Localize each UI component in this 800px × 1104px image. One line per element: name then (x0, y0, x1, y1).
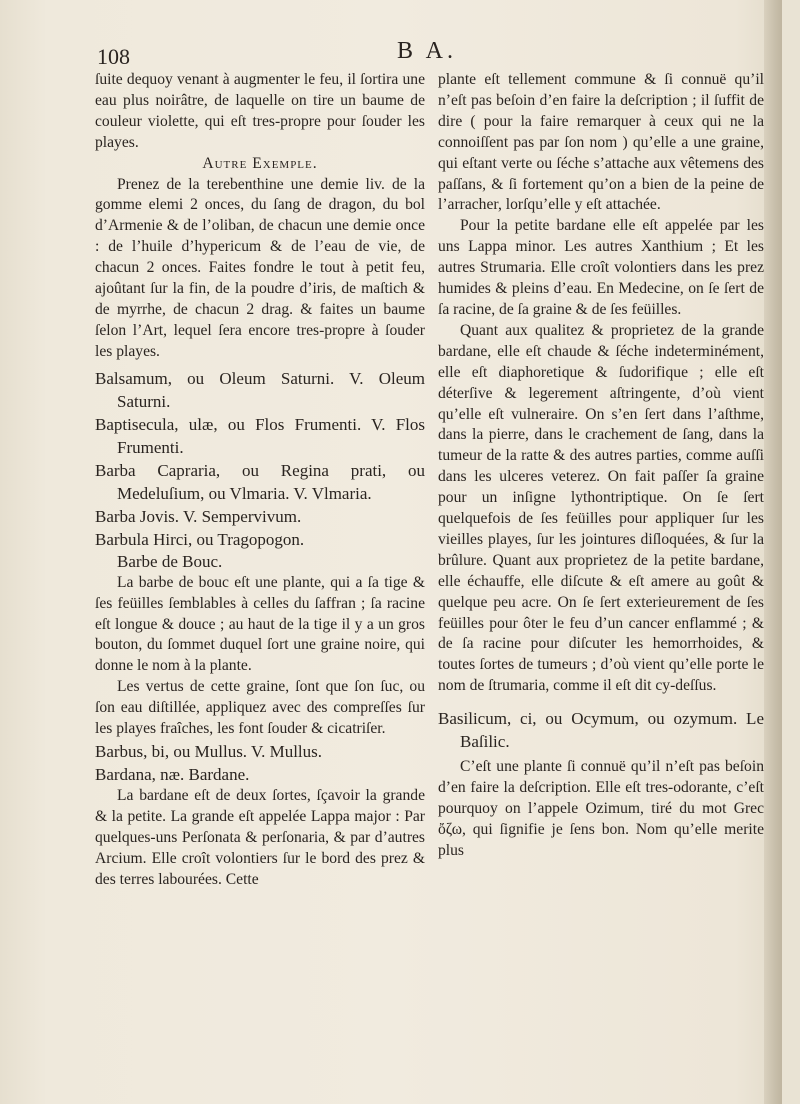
paragraph: La bardane eſt de deux ſortes, ſçavoir la grande & la petite. La grande eſt appelée Lappa major : Par quelques-uns Perſonata & perſonaria, & par d’autres Arcium. Elle croît volontiers ſur le bord des prez & des terres labourées. Cette (95, 786, 425, 888)
paragraph: Pour la petite bardane elle eſt appelée par les uns Lappa minor. Les autres Xanthium ; Et les autres Strumaria. Elle croît volontiers dans les prez humides & pleins d’eau. En Medecine, on ſe ſert de ſa racine, de ſa graine & de ſes feüilles. (438, 217, 764, 318)
dictionary-entry: Balsamum, ou Oleum Saturni. V. Oleum Saturni. (95, 368, 425, 411)
paragraph: Les vertus de cette graine, ſont que ſon ſuc, ou ſon eau diſtillée, appliquez avec des compreſſes ſur les playes fraîches, les font ſouder & cicatriſer. (95, 678, 425, 738)
dictionary-entry: Barbus, bi, ou Mullus. V. Mullus. (95, 741, 323, 761)
paragraph: Prenez de la terebenthine une demie liv. de la gomme elemi 2 onces, du ſang de dragon, du bol d’Armenie & de l’oliban, de chacun une demie once : de l’huile d’hypericum & de l’eau de vie, de chacun 2 onces. Faites fondre le tout à petit feu, ajoûtant ſur la fin, de la poudre d’iris, de maſtich & de myrrhe, de chacun 2 drag. & faites un baume ſelon l’Art, lequel ſera encore tres-propre à ſouder les playes. (95, 175, 425, 360)
dictionary-entry: Barba Capraria, ou Regina prati, ou Medeluſium, ou Vlmaria. V. Vlmaria. (95, 460, 425, 503)
dictionary-entry: Barba Jovis. V. Sempervivum. (95, 506, 302, 526)
dictionary-entry: Baptisecula, ulæ, ou Flos Frumenti. V. Flos Frumenti. (95, 414, 425, 457)
paragraph: plante eſt tellement commune & ſi connuë qu’il n’eſt pas beſoin d’en faire la deſcription ; il ſuffit de dire ( pour la faire remarquer à ceux qui ne la connoiſſent pas par ſon nom ) qu’elle a une graine, qui eſtant verte ou ſéche s’attache aux vêtemens des paſſans, & ſi fortement qu’on a bien de la peine de l’arracher, lorſqu’elle y eſt attachée. (438, 71, 764, 214)
dictionary-entry: Barbula Hirci, ou Tragopogon. (95, 529, 305, 549)
dictionary-entry: Bardana, næ. Bardane. (95, 764, 250, 784)
running-head: B A. (397, 38, 458, 64)
right-column (438, 70, 764, 862)
dictionary-entry: Basilicum, ci, ou Ocymum, ou ozymum. Le Baſilic. (438, 709, 764, 752)
paragraph: C’eſt une plante ſi connuë qu’il n’eſt pas beſoin d’en faire la deſcription. Elle eſt tres-odorante, c’eſt pourquoy on l’appele Ozimum, tiré du mot Grec ὄζω, qui ſignifie je ſens bon. Nom qu’elle merite plus (438, 758, 764, 859)
entry-subheading: Barbe de Bouc. (117, 551, 223, 571)
paragraph: La barbe de bouc eſt une plante, qui a ſa tige & ſes feüilles ſemblables à celles du ſaffran ; ſa racine eſt longue & douce ; au haut de la tige il y a un gros bouton, du ſommet duquel ſort une graine noire, qui donne le nom à la plante. (95, 573, 425, 675)
left-column (95, 70, 425, 890)
page-edge (764, 0, 782, 1104)
paragraph: Quant aux qualitez & proprietez de la grande bardane, elle eſt chaude & ſéche indeterminément, elle eſt diaphoretique & ſudorifique ; elle eſt déterſive & legerement aſtringente, d’où vient qu’elle eſt vulneraire. On s’en ſert dans l’aſthme, dans la pierre, dans le crachement de ſang, dans la tumeur de la ratte & des autres parties, comme auſſi dans les ulceres veterez. On fait paſſer ſa graine pour un inſigne lythontriptique. On ſe ſert quelquefois de ſes feüilles pour appliquer ſur les vieilles playes, ſur les jointures diſloquées, & ſur la brûlure. Quant aux proprietez de la petite bardane, elle échauffe, elle diſcute & eſt amere au goût & quelque peu acre. On ſe ſert exterieurement de ſes feüilles pour ôter le feu d’un cancer enflammé ; & de ſa racine pour diſcuter les hemorrhoides, & toutes ſortes de tumeurs ; d’où vient qu’elle porte le nom de ſtrumaria, comme il eſt dit cy-deſſus. (438, 321, 764, 695)
section-heading: Autre Exemple. (202, 154, 318, 172)
paragraph: ſuite dequoy venant à augmenter le feu, il ſortira une eau plus noirâtre, de laquelle on tire un baume de couleur violette, qui eſt tres-propre pour ſouder les playes. (95, 71, 425, 151)
page-number: 108 (97, 44, 130, 69)
